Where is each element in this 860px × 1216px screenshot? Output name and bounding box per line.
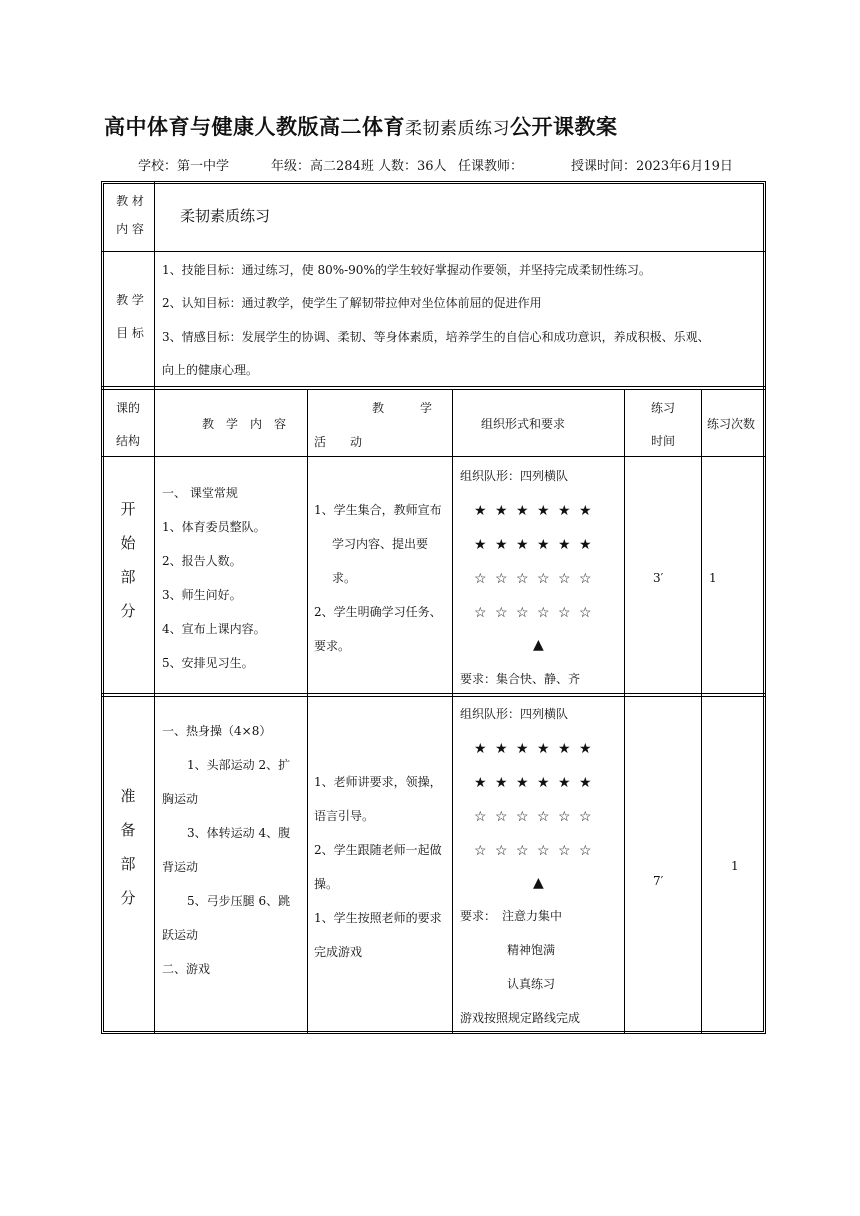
start-content-1: 一、 课堂常规	[162, 486, 238, 500]
prep-formation-row-2	[474, 776, 600, 790]
prep-content-2: 1、头部运动 2、扩	[187, 758, 291, 772]
star-filled: ★	[558, 741, 571, 757]
section-prep-char-1: 准	[120, 787, 136, 805]
star-filled: ★	[495, 775, 508, 791]
rule-struct-col	[154, 389, 155, 1034]
star-hollow: ☆	[516, 605, 529, 621]
start-content-2: 1、体育委员整队。	[162, 520, 266, 534]
prep-activity-6: 完成游戏	[314, 945, 363, 959]
prep-org-req-4: 游戏按照规定路线完成	[460, 1011, 581, 1025]
star-filled: ★	[474, 775, 487, 791]
start-time: 3′	[653, 571, 664, 585]
star-hollow: ☆	[537, 809, 550, 825]
star-filled: ★	[516, 503, 529, 519]
prep-activity-3: 2、学生跟随老师一起做	[314, 843, 442, 857]
goals-label	[106, 294, 154, 339]
star-filled: ★	[558, 503, 571, 519]
material-label-1: 教 材	[116, 194, 144, 208]
star-hollow: ☆	[579, 605, 592, 621]
rule-org-col	[624, 389, 625, 1034]
title-topic: 柔韧素质练习	[405, 119, 510, 139]
star-hollow: ☆	[495, 571, 508, 587]
start-formation-row-4	[474, 606, 600, 620]
header-structure-2: 结构	[115, 434, 140, 448]
header-structure-1: 课的	[115, 401, 140, 415]
header-activity-2: 活 动	[314, 435, 363, 449]
start-content-5: 4、宣布上课内容。	[162, 622, 266, 636]
section-start-char-4: 分	[120, 602, 136, 620]
star-filled: ★	[474, 537, 487, 553]
star-hollow: ☆	[558, 571, 571, 587]
rule-header	[102, 456, 765, 457]
star-filled: ★	[579, 775, 592, 791]
prep-activity-5: 1、学生按照老师的要求	[314, 911, 442, 925]
info-line	[138, 155, 733, 174]
star-filled: ★	[537, 775, 550, 791]
goal-skill: 1、技能目标：通过练习，使 80%-90%的学生较好掌握动作要领，并坚持完成柔韧性练习。	[162, 263, 651, 277]
star-hollow: ☆	[537, 843, 550, 859]
material-label-2: 内 容	[116, 222, 144, 236]
header-organization: 组织形式和要求	[481, 417, 566, 431]
rule-goals	[102, 386, 765, 390]
info-count: 人数：36人	[378, 159, 447, 174]
goals-label-2: 目 标	[116, 326, 144, 340]
header-reps: 练习次数	[707, 417, 756, 431]
document-title	[104, 111, 618, 141]
star-filled: ★	[579, 537, 592, 553]
star-hollow: ☆	[516, 843, 529, 859]
lesson-plan-table	[101, 181, 766, 1034]
star-hollow: ☆	[558, 843, 571, 859]
rule-content-col	[307, 389, 308, 1034]
prep-content-7: 跃运动	[162, 928, 199, 942]
section-start-label	[117, 502, 139, 638]
start-formation-row-2	[474, 538, 600, 552]
rule-section1	[102, 693, 765, 697]
prep-formation-row-1	[474, 742, 600, 756]
section-prep-label	[117, 789, 139, 925]
star-filled: ★	[495, 537, 508, 553]
star-hollow: ☆	[474, 843, 487, 859]
star-filled: ★	[474, 741, 487, 757]
goal-affective-cont: 向上的健康心理。	[162, 363, 259, 377]
teacher-position-icon: ▲	[533, 875, 544, 891]
start-org-req: 要求：集合快、静、齐	[460, 672, 581, 686]
section-start-char-3: 部	[120, 568, 136, 586]
start-activity-5: 要求。	[314, 639, 351, 653]
start-content-6: 5、安排见习生。	[162, 656, 254, 670]
section-start-char-2: 始	[120, 534, 136, 552]
start-org-title: 组织队形：四列横队	[460, 469, 569, 483]
header-time-2: 时间	[650, 434, 675, 448]
star-filled: ★	[516, 537, 529, 553]
star-hollow: ☆	[579, 809, 592, 825]
star-filled: ★	[579, 503, 592, 519]
info-grade: 年级：高二284班	[271, 159, 374, 174]
header-content: 教 学 内 容	[202, 417, 287, 431]
start-content-3: 2、报告人数。	[162, 554, 242, 568]
star-hollow: ☆	[558, 809, 571, 825]
prep-content-5: 背运动	[162, 860, 199, 874]
star-filled: ★	[558, 537, 571, 553]
header-time-1: 练习	[650, 401, 675, 415]
goals-label-1: 教 学	[116, 293, 144, 307]
material-value: 柔韧素质练习	[180, 207, 271, 225]
star-hollow: ☆	[495, 809, 508, 825]
prep-content-6: 5、弓步压腿 6、跳	[187, 894, 291, 908]
rule-label-col	[154, 182, 155, 390]
prep-content-3: 胸运动	[162, 792, 199, 806]
section-start-char-1: 开	[120, 500, 136, 518]
star-filled: ★	[495, 741, 508, 757]
rule-activity-col	[452, 389, 453, 1034]
star-hollow: ☆	[537, 605, 550, 621]
star-filled: ★	[537, 503, 550, 519]
star-hollow: ☆	[495, 843, 508, 859]
star-hollow: ☆	[516, 571, 529, 587]
prep-org-req-1: 要求： 注意力集中	[460, 909, 563, 923]
start-formation-row-1	[474, 504, 600, 518]
star-hollow: ☆	[579, 843, 592, 859]
prep-time: 7′	[653, 874, 664, 888]
goal-affective: 3、情感目标：发展学生的协调、柔韧、等身体素质，培养学生的自信心和成功意识，养成积极、乐观、	[162, 330, 710, 344]
teacher-position-icon: ▲	[533, 637, 544, 653]
section-prep-char-3: 部	[120, 855, 136, 873]
star-filled: ★	[516, 741, 529, 757]
prep-activity-4: 操。	[314, 877, 339, 891]
star-hollow: ☆	[474, 809, 487, 825]
prep-activity-2: 语言引导。	[314, 809, 375, 823]
start-activity-2: 学习内容、提出要	[332, 537, 429, 551]
star-hollow: ☆	[537, 571, 550, 587]
header-structure	[102, 402, 154, 447]
goal-cognitive: 2、认知目标：通过教学，使学生了解韧带拉伸对坐位体前屈的促进作用	[162, 296, 542, 310]
prep-activity-1: 1、老师讲要求，领操，	[314, 775, 442, 789]
material-label	[106, 195, 154, 235]
prep-formation-row-4	[474, 844, 600, 858]
start-activity-3: 求。	[332, 571, 357, 585]
star-hollow: ☆	[579, 571, 592, 587]
star-hollow: ☆	[474, 605, 487, 621]
info-teacher: 任课教师：	[458, 159, 524, 174]
header-time	[625, 402, 701, 447]
title-suffix: 公开课教案	[510, 115, 618, 139]
prep-reps: 1	[731, 859, 739, 873]
title-main: 高中体育与健康人教版高二体育	[104, 115, 405, 139]
rule-material	[102, 251, 765, 252]
star-filled: ★	[558, 775, 571, 791]
start-reps: 1	[709, 571, 717, 585]
info-date: 授课时间：2023年6月19日	[571, 159, 733, 174]
star-hollow: ☆	[474, 571, 487, 587]
star-filled: ★	[579, 741, 592, 757]
prep-content-8: 二、游戏	[162, 962, 211, 976]
star-filled: ★	[474, 503, 487, 519]
header-activity-1: 教 学	[372, 401, 433, 415]
star-filled: ★	[537, 537, 550, 553]
prep-content-1: 一、热身操（4×8）	[162, 724, 272, 738]
rule-time-col	[701, 389, 702, 1034]
star-filled: ★	[537, 741, 550, 757]
prep-org-req-3: 认真练习	[507, 977, 556, 991]
star-filled: ★	[516, 775, 529, 791]
star-hollow: ☆	[495, 605, 508, 621]
prep-formation-row-3	[474, 810, 600, 824]
prep-org-title: 组织队形：四列横队	[460, 707, 569, 721]
start-formation-row-3	[474, 572, 600, 586]
star-hollow: ☆	[516, 809, 529, 825]
prep-org-req-2: 精神饱满	[507, 943, 556, 957]
start-activity-4: 2、学生明确学习任务、	[314, 605, 442, 619]
prep-content-4: 3、体转运动 4、腹	[187, 826, 291, 840]
info-school: 学校：第一中学	[138, 159, 230, 174]
start-activity-1: 1、学生集合，教师宣布	[314, 503, 442, 517]
star-filled: ★	[495, 503, 508, 519]
section-prep-char-4: 分	[120, 889, 136, 907]
section-prep-char-2: 备	[120, 821, 136, 839]
star-hollow: ☆	[558, 605, 571, 621]
start-content-4: 3、师生问好。	[162, 588, 242, 602]
